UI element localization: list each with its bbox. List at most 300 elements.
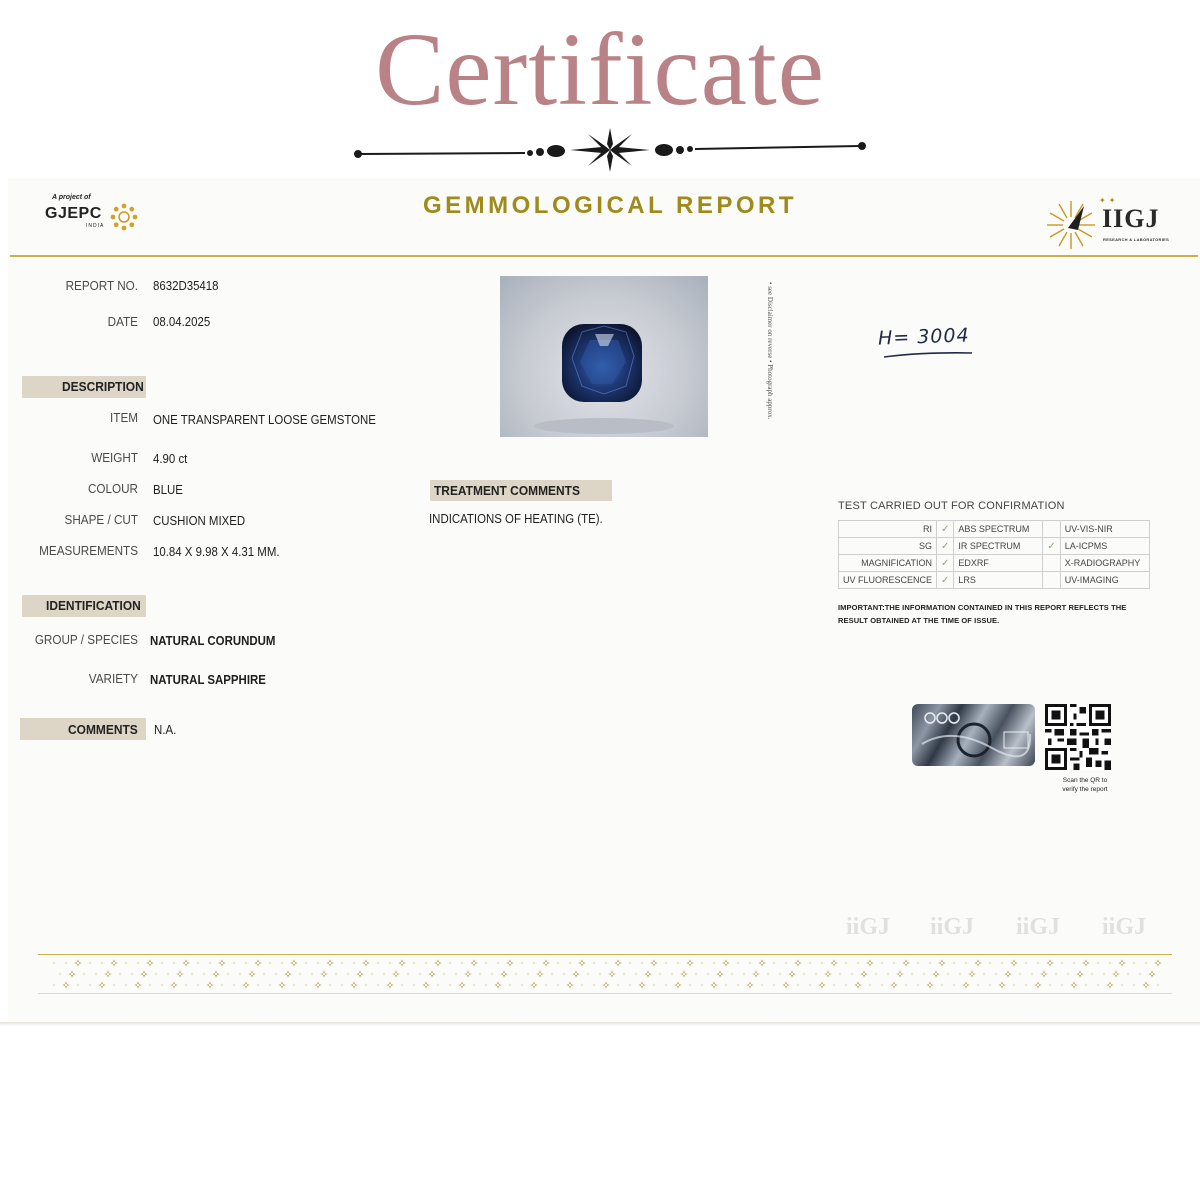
footer-star: [376, 983, 379, 986]
footer-star: [284, 970, 291, 977]
footer-star: [1066, 972, 1069, 975]
footer-star: [206, 981, 213, 988]
header-divider: [10, 255, 1198, 257]
group-species-value: NATURAL CORUNDUM: [150, 633, 276, 648]
important-label: IMPORTANT:: [838, 603, 885, 612]
shape-cut-label: SHAPE / CUT: [64, 512, 138, 527]
test-name: RI: [839, 521, 937, 538]
footer-star: [952, 961, 955, 964]
footer-star: [74, 959, 81, 966]
footer-star: [772, 983, 775, 986]
footer-star: [160, 961, 163, 964]
footer-star: [320, 970, 327, 977]
footer-star: [172, 961, 175, 964]
item-value: ONE TRANSPARENT LOOSE GEMSTONE: [153, 412, 376, 427]
footer-star: [922, 972, 925, 975]
footer-star: [964, 961, 967, 964]
photo-disclaimer: • see Disclaimer on reverse • Photograph approx.: [766, 282, 774, 420]
footer-star: [886, 972, 889, 975]
footer-star: [716, 970, 723, 977]
date-value: 08.04.2025: [153, 314, 211, 329]
footer-star: [140, 970, 147, 977]
footer-star: [586, 972, 589, 975]
footer-star: [688, 983, 691, 986]
footer-star: [932, 970, 939, 977]
test-name: UV-IMAGING: [1060, 572, 1149, 589]
footer-star: [146, 959, 153, 966]
footer-star: [124, 961, 127, 964]
check-icon: ✓: [937, 572, 954, 589]
check-icon: ✓: [937, 538, 954, 555]
footer-star: [578, 959, 585, 966]
footer-star: [784, 961, 787, 964]
footer-star: [124, 983, 127, 986]
footer-star: [218, 959, 225, 966]
footer-star: [280, 961, 283, 964]
footer-star: [850, 972, 853, 975]
footer-star: [562, 972, 565, 975]
variety-label: VARIETY: [88, 671, 138, 686]
footer-star: [1148, 970, 1155, 977]
watermark-logo: iiGJ: [846, 914, 891, 940]
weight-label: WEIGHT: [91, 450, 138, 465]
footer-star: [976, 983, 979, 986]
comments-value: N.A.: [154, 722, 177, 737]
footer-star: [400, 983, 403, 986]
footer-star: [556, 983, 559, 986]
footer-star: [232, 961, 235, 964]
footer-star: [268, 983, 271, 986]
watermark-logo: iiGJ: [1102, 914, 1147, 940]
footer-star: [130, 972, 133, 975]
footer-star: [304, 983, 307, 986]
footer-star: [62, 981, 69, 988]
footer-star: [350, 981, 357, 988]
footer-star: [1034, 981, 1041, 988]
footer-star: [448, 961, 451, 964]
footer-star: [382, 972, 385, 975]
footer-star: [1076, 970, 1083, 977]
test-name: ABS SPECTRUM: [954, 521, 1043, 538]
footer-star: [652, 983, 655, 986]
footer-star: [526, 972, 529, 975]
footer-star: [362, 959, 369, 966]
footer-star: [788, 970, 795, 977]
test-name: UV FLUORESCENCE: [839, 572, 937, 589]
ornament-divider: [350, 124, 870, 174]
footer-star: [386, 981, 393, 988]
footer-star: [616, 983, 619, 986]
footer-star: [820, 961, 823, 964]
footer-star: [340, 983, 343, 986]
footer-star: [58, 972, 61, 975]
footer-star: [98, 981, 105, 988]
footer-star: [940, 983, 943, 986]
footer-star: [424, 961, 427, 964]
footer-star: [902, 959, 909, 966]
footer-star: [52, 983, 55, 986]
footer-star: [244, 961, 247, 964]
footer-star: [202, 972, 205, 975]
footer-star: [556, 961, 559, 964]
footer-star: [434, 959, 441, 966]
handwritten-note: H= 3004: [877, 324, 970, 350]
footer-star: [542, 959, 549, 966]
footer-star: [824, 970, 831, 977]
footer-star: [238, 972, 241, 975]
footer-star: [494, 981, 501, 988]
footer-star: [730, 972, 733, 975]
footer-star: [1132, 983, 1135, 986]
footer-star: [490, 972, 493, 975]
footer-star: [496, 961, 499, 964]
footer-star: [988, 961, 991, 964]
footer-star: [700, 983, 703, 986]
footer-star: [428, 970, 435, 977]
important-notice: [838, 601, 1128, 627]
footer-star: [1000, 961, 1003, 964]
footer-star: [712, 961, 715, 964]
footer-star: [1082, 959, 1089, 966]
footer-star: [100, 961, 103, 964]
footer-star: [608, 970, 615, 977]
footer-star: [94, 972, 97, 975]
footer-star: [484, 983, 487, 986]
footer-star: [458, 981, 465, 988]
check-icon: ✓: [937, 521, 954, 538]
footer-star: [68, 970, 75, 977]
variety-value: NATURAL SAPPHIRE: [150, 672, 266, 687]
item-label: ITEM: [110, 410, 138, 425]
watermark-logo: iiGJ: [1016, 914, 1061, 940]
footer-star: [242, 981, 249, 988]
footer-star: [352, 961, 355, 964]
footer-star: [746, 981, 753, 988]
test-name: LA-ICPMS: [1060, 538, 1149, 555]
footer-star: [88, 983, 91, 986]
footer-star: [182, 959, 189, 966]
footer-star: [638, 981, 645, 988]
footer-star: [644, 970, 651, 977]
footer-star: [520, 961, 523, 964]
footer-star: [478, 972, 481, 975]
description-heading: DESCRIPTION: [22, 376, 146, 398]
footer-star: [76, 983, 79, 986]
handwritten-underline: [882, 350, 982, 360]
footer-star: [722, 959, 729, 966]
footer-star: [680, 970, 687, 977]
footer-star: [136, 961, 139, 964]
footer-star: [506, 959, 513, 966]
footer-star: [412, 961, 415, 964]
footer-star: [706, 972, 709, 975]
test-name: MAGNIFICATION: [839, 555, 937, 572]
footer-star: [968, 970, 975, 977]
footer-star: [904, 983, 907, 986]
footer-star: [1084, 983, 1087, 986]
tests-table: [838, 520, 1150, 589]
footer-star: [896, 970, 903, 977]
footer-star: [148, 983, 151, 986]
footer-star: [406, 972, 409, 975]
qr-caption: [1044, 776, 1126, 794]
report-title: GEMMOLOGICAL REPORT: [422, 192, 798, 219]
footer-star: [196, 961, 199, 964]
footer-star: [398, 959, 405, 966]
footer-star: [226, 972, 229, 975]
test-name: SG: [839, 538, 937, 555]
footer-star: [176, 970, 183, 977]
footer-star: [664, 983, 667, 986]
footer-star: [500, 970, 507, 977]
footer-star: [314, 981, 321, 988]
footer-star: [568, 961, 571, 964]
footer-star: [376, 961, 379, 964]
footer-star: [794, 959, 801, 966]
footer-star: [988, 983, 991, 986]
footer-star-pattern: [38, 957, 1172, 991]
footer-star: [1030, 972, 1033, 975]
footer-star: [544, 983, 547, 986]
footer-star: [710, 981, 717, 988]
footer-star: [268, 961, 271, 964]
footer-star: [854, 981, 861, 988]
footer-star: [674, 981, 681, 988]
footer-star: [724, 983, 727, 986]
footer-star: [254, 959, 261, 966]
footer-star: [844, 983, 847, 986]
footer-star: [190, 972, 193, 975]
footer-star: [868, 983, 871, 986]
footer-star: [1118, 959, 1125, 966]
footer-star: [832, 983, 835, 986]
footer-star: [1096, 983, 1099, 986]
footer-star: [118, 972, 121, 975]
footer-star: [860, 970, 867, 977]
footer-star: [808, 983, 811, 986]
footer-divider: [38, 954, 1172, 955]
footer-star: [82, 972, 85, 975]
footer-star: [1142, 981, 1149, 988]
footer-star: [1154, 959, 1161, 966]
watermark-logo: iiGJ: [930, 914, 975, 940]
footer-star: [1012, 983, 1015, 986]
footer-star: [1112, 970, 1119, 977]
footer-star: [742, 972, 745, 975]
footer-star: [508, 983, 511, 986]
test-name: LRS: [954, 572, 1043, 589]
footer-star: [838, 972, 841, 975]
footer-star: [334, 972, 337, 975]
footer-star: [874, 972, 877, 975]
footer-star: [484, 961, 487, 964]
footer-star: [442, 972, 445, 975]
footer-star: [460, 961, 463, 964]
footer-star: [634, 972, 637, 975]
footer-star: [536, 970, 543, 977]
lab-subtitle: RESEARCH & LABORATORIES: [1103, 237, 1170, 242]
group-species-label: GROUP / SPECIES: [34, 632, 138, 647]
footer-star: [866, 959, 873, 966]
footer-star: [766, 972, 769, 975]
footer-star: [340, 961, 343, 964]
footer-star: [938, 959, 945, 966]
footer-star: [946, 972, 949, 975]
footer-star: [880, 961, 883, 964]
lab-logo-text: IIGJ: [1102, 204, 1160, 233]
footer-star: [952, 983, 955, 986]
footer-star: [52, 961, 55, 964]
table-row: [839, 521, 1150, 538]
gemstone-image: [500, 276, 708, 437]
footer-star: [818, 981, 825, 988]
footer-star: [88, 961, 91, 964]
footer-star: [154, 972, 157, 975]
empty-check: [1043, 572, 1060, 589]
footer-star: [982, 972, 985, 975]
footer-star: [778, 972, 781, 975]
footer-star: [892, 961, 895, 964]
footer-star: [1046, 959, 1053, 966]
treatment-heading: TREATMENT COMMENTS: [430, 480, 612, 501]
footer-star: [388, 961, 391, 964]
footer-star: [436, 983, 439, 986]
footer-star: [592, 983, 595, 986]
comments-heading: COMMENTS: [20, 718, 146, 740]
footer-star: [994, 972, 997, 975]
footer-star: [364, 983, 367, 986]
footer-star: [220, 983, 223, 986]
footer-star: [782, 981, 789, 988]
footer-star: [928, 961, 931, 964]
footer-star: [292, 983, 295, 986]
qr-caption-line: Scan the QR to: [1062, 777, 1108, 784]
footer-star: [1040, 970, 1047, 977]
footer-star: [1156, 983, 1159, 986]
footer-star: [110, 959, 117, 966]
footer-star: [1018, 972, 1021, 975]
footer-star: [802, 972, 805, 975]
footer-star: [670, 972, 673, 975]
footer-star: [814, 972, 817, 975]
footer-star: [628, 961, 631, 964]
footer-star: [916, 961, 919, 964]
footer-star: [514, 972, 517, 975]
footer-star: [1144, 961, 1147, 964]
table-row: [839, 572, 1150, 589]
footer-star: [1070, 981, 1077, 988]
footer-star: [1138, 972, 1141, 975]
identification-heading: IDENTIFICATION: [22, 595, 146, 617]
footer-star: [808, 961, 811, 964]
footer-star: [208, 961, 211, 964]
footer-star: [112, 983, 115, 986]
footer-star: [614, 959, 621, 966]
footer-star: [658, 972, 661, 975]
footer-star: [622, 972, 625, 975]
table-row: [839, 538, 1150, 555]
footer-star: [530, 981, 537, 988]
empty-check: [1043, 521, 1060, 538]
footer-star: [748, 961, 751, 964]
footer-star: [1106, 981, 1113, 988]
footer-star: [184, 983, 187, 986]
shape-cut-value: CUSHION MIXED: [153, 513, 246, 528]
footer-star: [916, 983, 919, 986]
sheet-edge: [0, 1022, 1200, 1026]
measurements-value: 10.84 X 9.98 X 4.31 MM.: [153, 544, 280, 559]
footer-star: [160, 983, 163, 986]
footer-star: [958, 972, 961, 975]
footer-star: [310, 972, 313, 975]
colour-label: COLOUR: [87, 481, 138, 496]
footer-star: [1004, 970, 1011, 977]
qr-code-icon[interactable]: [1045, 704, 1111, 770]
footer-star: [686, 959, 693, 966]
qr-caption-line: verify the report: [1062, 786, 1108, 793]
test-name: UV-VIS-NIR: [1060, 521, 1149, 538]
footer-star: [64, 961, 67, 964]
footer-star: [422, 981, 429, 988]
footer-star: [640, 961, 643, 964]
sponsor-country: INDIA: [86, 223, 105, 229]
check-icon: ✓: [1043, 538, 1060, 555]
footer-star: [356, 970, 363, 977]
footer-star: [736, 983, 739, 986]
footer-star: [550, 972, 553, 975]
footer-star: [418, 972, 421, 975]
table-row: [839, 555, 1150, 572]
footer-star: [752, 970, 759, 977]
footer-star: [760, 983, 763, 986]
weight-value: 4.90 ct: [153, 451, 188, 466]
report-no-value: 8632D35418: [153, 278, 219, 293]
footer-star: [196, 983, 199, 986]
footer-star: [232, 983, 235, 986]
footer-star: [926, 981, 933, 988]
footer-star: [796, 983, 799, 986]
footer-star: [602, 981, 609, 988]
footer-star: [104, 970, 111, 977]
footer-star: [454, 972, 457, 975]
footer-star: [1048, 983, 1051, 986]
footer-star: [170, 981, 177, 988]
footer-star: [664, 961, 667, 964]
footer-star: [1060, 961, 1063, 964]
footer-star: [1054, 972, 1057, 975]
sponsor-tagline: A project of: [52, 194, 91, 201]
hologram-pattern: [912, 704, 1035, 766]
footer-star: [856, 961, 859, 964]
test-name: IR SPECTRUM: [954, 538, 1043, 555]
footer-star: [880, 983, 883, 986]
footer-star: [472, 983, 475, 986]
footer-star: [1024, 961, 1027, 964]
footer-divider-lower: [38, 993, 1172, 994]
iigj-emblem-icon: [1044, 198, 1098, 252]
footer-star: [412, 983, 415, 986]
footer-star: [844, 961, 847, 964]
footer-star: [328, 983, 331, 986]
footer-star: [1120, 983, 1123, 986]
report-no-label: REPORT NO.: [65, 278, 138, 293]
important-text: THE INFORMATION CONTAINED IN THIS REPORT REFLECTS THE RESULT OBTAINED AT THE TIME OF ISSUE.: [838, 603, 1127, 625]
footer-star: [464, 970, 471, 977]
footer-star: [694, 972, 697, 975]
footer-star: [910, 972, 913, 975]
footer-star: [650, 959, 657, 966]
footer-star: [326, 959, 333, 966]
